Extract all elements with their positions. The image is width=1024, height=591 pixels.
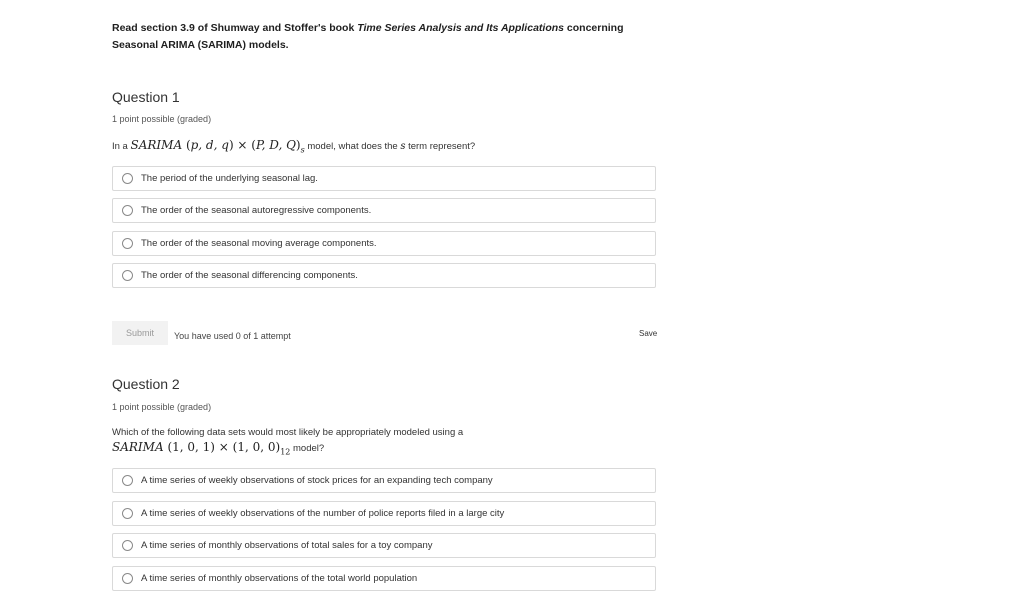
- radio-button[interactable]: [122, 573, 133, 584]
- q1-option-2[interactable]: [112, 198, 656, 223]
- q1-option-4[interactable]: [112, 263, 656, 288]
- book-title: Time Series Analysis and Its Applications: [357, 22, 564, 34]
- question-1-prompt: [112, 138, 632, 157]
- question-2-points: 1 point possible (graded): [112, 402, 212, 412]
- save-button[interactable]: Save: [639, 329, 658, 338]
- radio-button[interactable]: [122, 270, 133, 281]
- q2-option-1[interactable]: [112, 468, 656, 493]
- intro-text: [112, 20, 658, 54]
- option-label: The order of the seasonal differencing components.: [141, 270, 358, 281]
- question-2-prompt: [112, 426, 632, 459]
- radio-button[interactable]: [122, 475, 133, 486]
- prompt-line-1: Which of the following data sets would most likely be appropriately modeled using a: [112, 427, 464, 438]
- prompt-end: term represent?: [405, 141, 476, 152]
- q2-option-2[interactable]: [112, 501, 656, 526]
- question-1-title: Question 1: [112, 89, 180, 105]
- option-label: The period of the underlying seasonal lag.: [141, 173, 318, 184]
- submit-button[interactable]: Submit: [112, 321, 168, 345]
- question-1-points: 1 point possible (graded): [112, 114, 212, 124]
- q2-option-3[interactable]: [112, 533, 656, 558]
- radio-button[interactable]: [122, 238, 133, 249]
- q1-option-3[interactable]: [112, 231, 656, 256]
- option-label: A time series of weekly observations of stock prices for an expanding tech company: [141, 475, 493, 486]
- sarima-formula-2: SARIMA (1, 0, 1) × (1, 0, $0)_{12}$: [112, 440, 291, 457]
- q2-option-4[interactable]: [112, 566, 656, 591]
- radio-button[interactable]: [122, 508, 133, 519]
- sarima-formula: SARIMA (p, d, q) × (P, D, $Q)_s$: [130, 138, 305, 155]
- option-label: The order of the seasonal moving average components.: [141, 238, 377, 249]
- prompt-prefix: In a: [112, 141, 131, 152]
- option-label: A time series of monthly observations of total sales for a toy company: [141, 540, 433, 551]
- intro-prefix: Read section 3.9 of Shumway and Stoffer's book: [112, 22, 358, 34]
- radio-button[interactable]: [122, 173, 133, 184]
- prompt-variable: s: [400, 141, 406, 152]
- question-2-title: Question 2: [112, 376, 180, 392]
- option-label: The order of the seasonal autoregressive components.: [141, 205, 372, 216]
- prompt-end: model?: [290, 443, 325, 454]
- radio-button[interactable]: [122, 205, 133, 216]
- attempts-counter: You have used 0 of 1 attempt: [174, 331, 291, 341]
- option-label: A time series of monthly observations of the total world population: [141, 573, 418, 584]
- radio-button[interactable]: [122, 540, 133, 551]
- intro-suffix: concerning Seasonal ARIMA (SARIMA) models.: [112, 22, 624, 51]
- option-label: A time series of weekly observations of the number of police reports filed in a large city: [141, 508, 505, 519]
- q1-option-1[interactable]: [112, 166, 656, 191]
- prompt-middle: model, what does the: [304, 141, 401, 152]
